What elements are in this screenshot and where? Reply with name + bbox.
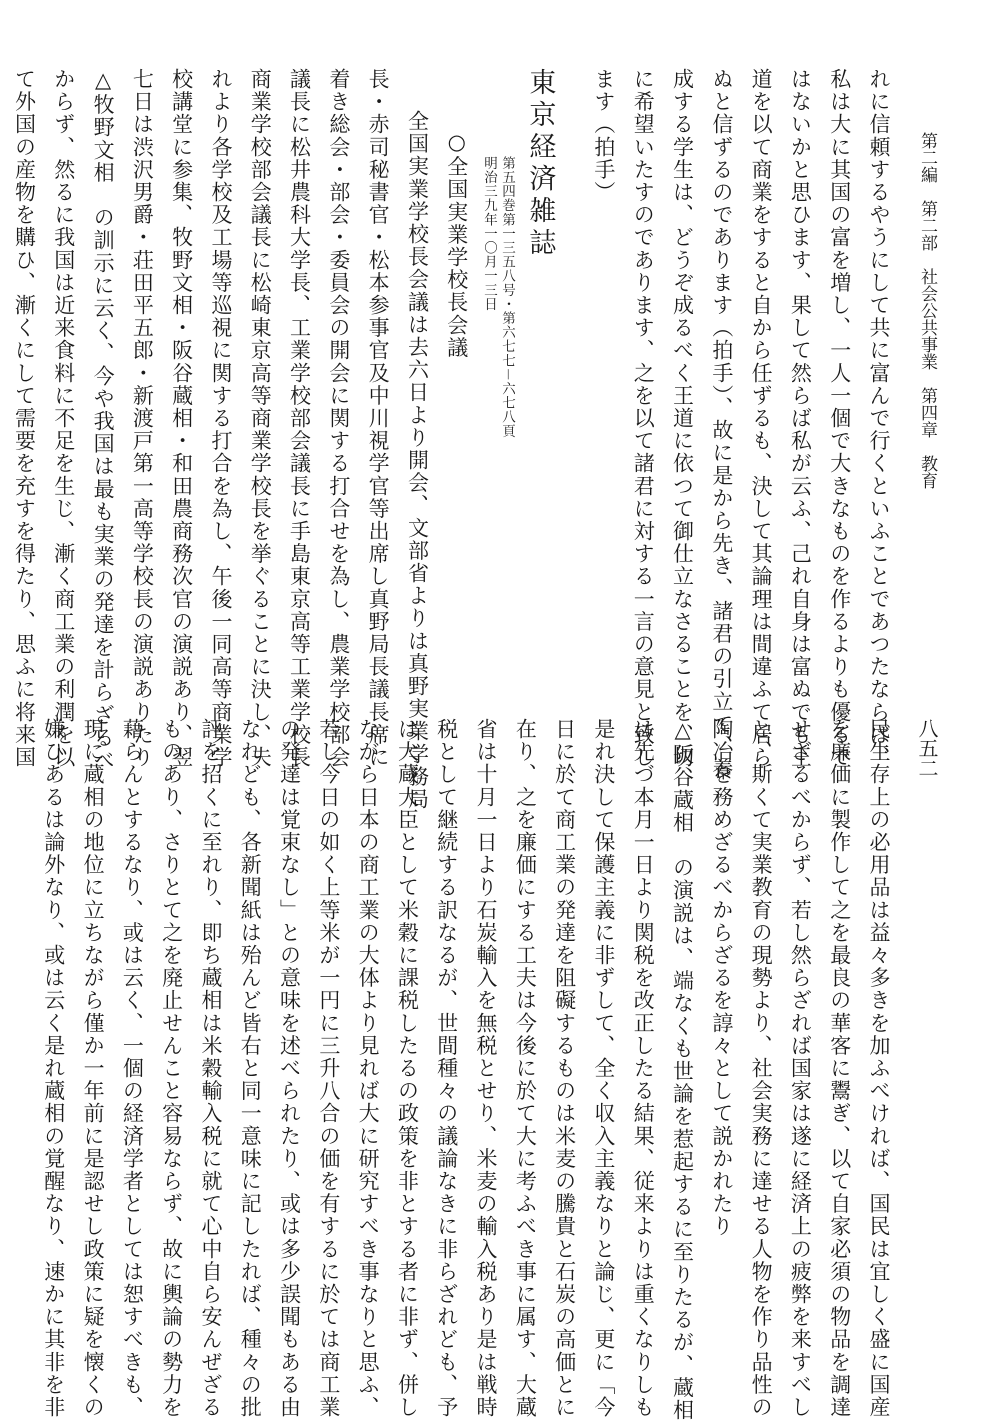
text-line: 省は十月一日より石炭輸入を無税とせり、米麦の輸入税あり是は戦時	[474, 718, 499, 1419]
running-header: 第二編 第二部 社会公共事業 第四章 教育	[917, 132, 937, 489]
text-line: 在り、之を廉価にする工夫は今後に於て大に考ふべき事に属す、大蔵	[513, 718, 538, 1419]
text-line: なれども、各新聞紙は殆んど皆右と同一意味に記したれば、種々の批	[238, 718, 263, 1419]
text-line: せざるべからず、若し然らざれば国家は遂に経済上の疲弊を来すべし	[788, 718, 813, 1419]
text-line: 商業学校部会議長に松崎東京高等商業学校長を挙ぐることに決し、夫	[248, 68, 273, 769]
text-line: 七日は渋沢男爵・荘田平五郎・新渡戸第一高等学校長の演説ありたり	[130, 68, 155, 769]
text-line: 若し今日の如く上等米が一円に三升八合の価を有するに於ては商工業	[316, 718, 341, 1419]
text-line: は大蔵大臣として米穀に課税したるの政策を非とする者に非ず、併し	[395, 718, 420, 1419]
text-line: 現に蔵相の地位に立ちながら僅か一年前に是認せし政策に疑を懐くの	[81, 718, 106, 1419]
text-line: 藉らんとするなり、或は云く、一個の経済学者としては恕すべきも、	[120, 718, 145, 1419]
section-heading: ○全国実業学校長会議	[444, 130, 469, 359]
text-line: ぬと信ずるのであります（拍手）、故に是から先き、諸君の引立て、養	[709, 68, 734, 781]
text-line: 校講堂に参集、牧野文相・阪谷蔵相・和田農商務次官の演説あり、翌	[169, 68, 194, 769]
text-line: △牧野文相 の訓示に云く、今や我国は最も実業の発達を計らざるべ	[91, 68, 116, 772]
source-title: 東京経済雑誌	[524, 68, 556, 260]
text-line: れより各学校及工場等巡視に関する打合を為し、午後一同高等商業学	[208, 68, 233, 769]
text-line: 着き総会・部会・委員会の開会に関する打合せを為し、農業学校部会	[326, 68, 351, 769]
citation-date: 明治三九年一〇月一三日	[481, 156, 498, 312]
text-line: 民生存上の必用品は益々多きを加ふべければ、国民は宜しく盛に国産	[867, 718, 891, 1419]
spacer	[564, 68, 580, 678]
text-line: れに信頼するやうにして共に富んで行くといふことであつたならば、	[867, 68, 891, 769]
text-line: 嫌ひあるは論外なり、或は云く是れ蔵相の覚醒なり、速かに其非を非	[41, 718, 66, 1419]
text-line: 全国実業学校長会議は去六日より開会、文部省よりは真野実業学務局	[405, 110, 430, 811]
text-line: からず、然るに我国は近来食料に不足を生じ、漸く商工業の利潤を以	[51, 68, 76, 769]
text-line: を廉価に製作して之を最良の華客に鬻ぎ、以て自家必須の物品を調達	[827, 718, 852, 1419]
text-line: に希望いたすのであります、之を以て諸君に対する一言の意見と致し	[631, 68, 656, 769]
text-line: ながら日本の商工業の大体より見れば大に研究すべき事なりと思ふ、	[356, 718, 381, 1419]
text-line: 道を以て商業をすると自から任ずるも、決して其論理は間違ふて居ら	[749, 68, 774, 769]
text-line: の発達は覚束なし」との意味を述べられたり、或は多少誤聞もある由	[277, 718, 302, 1419]
text-line: 日に於て商工業の発達を阻礙するものは米麦の騰貴と石炭の高価とに	[552, 718, 577, 1419]
text-line: 陶冶を務めざるべからざるを諄々として説かれたり	[709, 718, 734, 1238]
page-number: 八五二	[915, 718, 939, 778]
text-line: 長・赤司秘書官・松本参事官及中川視学官等出席し真野局長議長席に	[366, 68, 391, 769]
text-line: はないかと思ひます、果して然らば私が云ふ、己れ自身は富ぬでも王	[788, 68, 813, 769]
text-line: 私は大に其国の富を増し、一人一個で大きなものを作るよりも優るで	[827, 68, 852, 769]
text-line: と、斯くて実業教育の現勢より、社会実務に達せる人物を作り品性の	[749, 718, 774, 1419]
text-line: ます（拍手）	[591, 68, 616, 204]
source-citation	[481, 68, 515, 678]
text-line: ものあり、さりとて之を廃止せんこと容易ならず、故に輿論の勢力を	[159, 718, 184, 1419]
lower-text-block	[41, 718, 894, 1422]
text-line: 成する学生は、どうぞ成るべく王道に依つて御仕立なさることを、切	[670, 68, 695, 769]
text-line: は先づ本月一日より関税を改正したる結果、従来よりは重くなりしも	[631, 718, 656, 1419]
text-line: △阪谷蔵相 の演説は、端なくも世論を惹起するに至りたるが、蔵相	[670, 718, 695, 1422]
text-line: 是れ決して保護主義に非ずして、全く収入主義なりと論じ、更に「今	[591, 718, 616, 1419]
upper-text-block	[12, 68, 894, 811]
text-line: て外国の産物を購ひ、漸くにして需要を充すを得たり、思ふに将来国	[12, 68, 37, 769]
text-line: 議長に松井農科大学長、工業学校部会議長に手島東京高等工業学校長	[287, 68, 312, 769]
text-line: 評を招くに至れり、即ち蔵相は米穀輸入税に就て心中自ら安んぜざる	[198, 718, 223, 1419]
text-line: 税として継続する訳なるが、世間種々の議論なきに非らざれども、予	[434, 718, 459, 1419]
citation-volume: 第五四巻第一三五八号・第六七七－六七八頁	[499, 156, 516, 438]
